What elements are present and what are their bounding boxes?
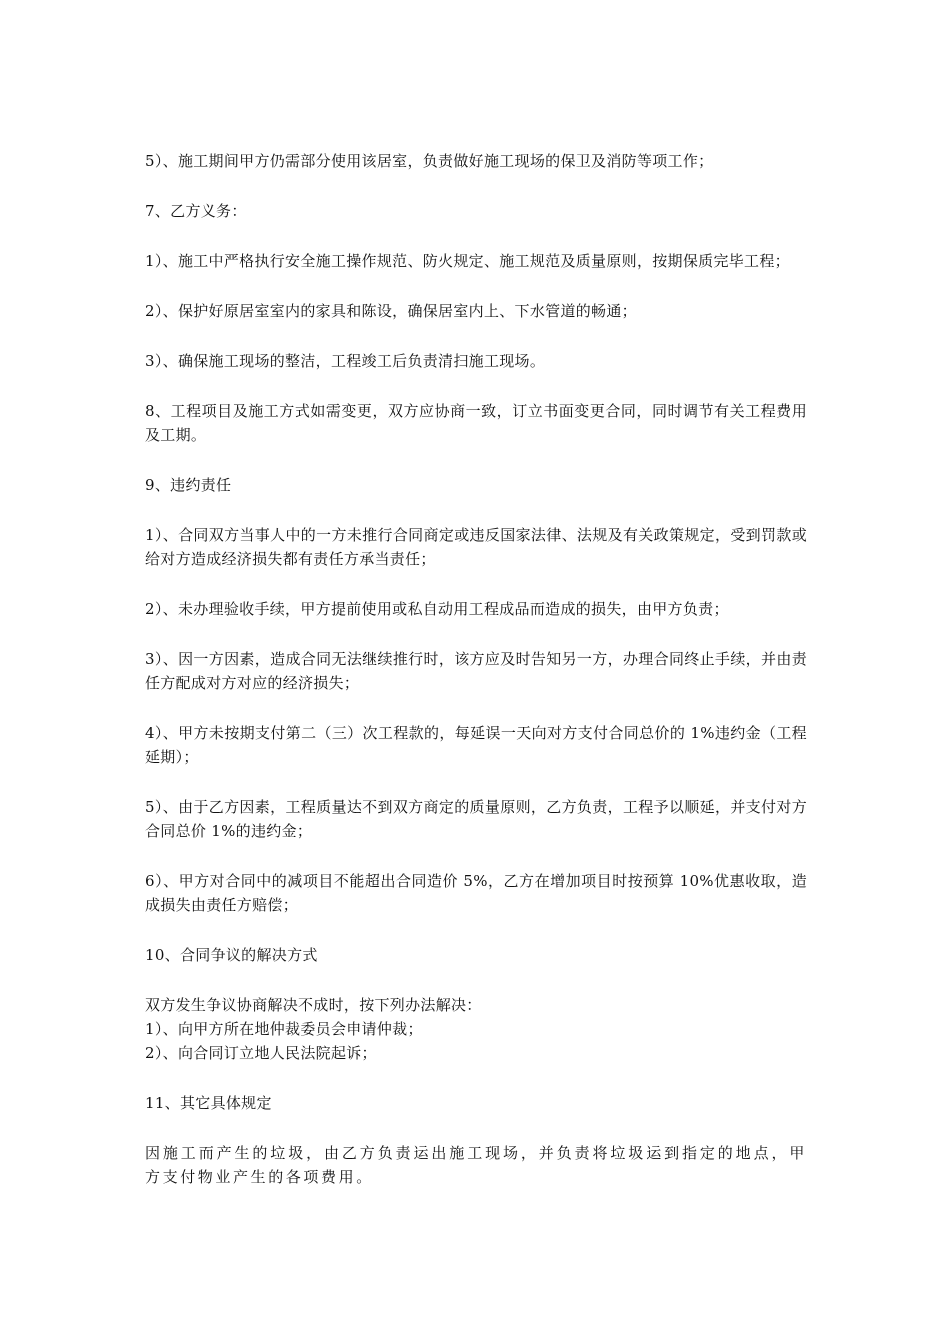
section-9-heading: 9、违约责任 [145,476,232,494]
section-11-heading: 11、其它具体规定 [145,1094,272,1112]
clause-9-6: 6）、甲方对合同中的减项目不能超出合同造价 5%，乙方在增加项目时按预算 10%优惠收取，造成损失由责任方赔偿； [145,872,807,914]
clause-9-3: 3）、因一方因素，造成合同无法继续推行时，该方应及时告知另一方，办理合同终止手续，并由责任方配成对方对应的经济损失； [145,650,807,692]
section-11-paragraph: 因施工而产生的垃圾，由乙方负责运出施工现场，并负责将垃圾运到指定的地点，甲方支付物业产生的各项费用。 [145,1144,807,1186]
section-8-paragraph: 8、工程项目及施工方式如需变更，双方应协商一致，订立书面变更合同，同时调节有关工程费用及工期。 [145,402,807,444]
clause-7-2: 2）、保护好原居室室内的家具和陈设，确保居室内上、下水管道的畅通； [145,302,637,320]
section-10-heading: 10、合同争议的解决方式 [145,946,318,964]
clause-7-3: 3）、确保施工现场的整洁，工程竣工后负责清扫施工现场。 [145,352,546,370]
clause-9-2: 2）、未办理验收手续，甲方提前使用或私自动用工程成品而造成的损失，由甲方负责； [145,600,729,618]
clause-7-1: 1）、施工中严格执行安全施工操作规范、防火规定、施工规范及质量原则，按期保质完毕工程； [145,252,790,270]
clause-10-1: 1）、向甲方所在地仲裁委员会申请仲裁； [145,1020,423,1038]
clause-5-site-use: 5）、施工期间甲方仍需部分使用该居室，负责做好施工现场的保卫及消防等项工作； [145,152,714,170]
section-7-heading: 7、乙方义务： [145,202,247,220]
clause-9-4: 4）、甲方未按期支付第二（三）次工程款的，每延误一天向对方支付合同总价的 1%违约金（工程延期）； [145,724,807,766]
section-10-intro: 双方发生争议协商解决不成时，按下列办法解决： [145,996,482,1014]
clause-9-1: 1）、合同双方当事人中的一方未推行合同商定或违反国家法律、法规及有关政策规定，受到罚款或给对方造成经济损失都有责任方承当责任； [145,526,807,568]
document-body [145,149,807,1215]
clause-10-2: 2）、向合同订立地人民法院起诉； [145,1044,377,1062]
clause-9-5: 5）、由于乙方因素，工程质量达不到双方商定的质量原则，乙方负责，工程予以顺延，并支付对方合同总价 1%的违约金； [145,798,807,840]
